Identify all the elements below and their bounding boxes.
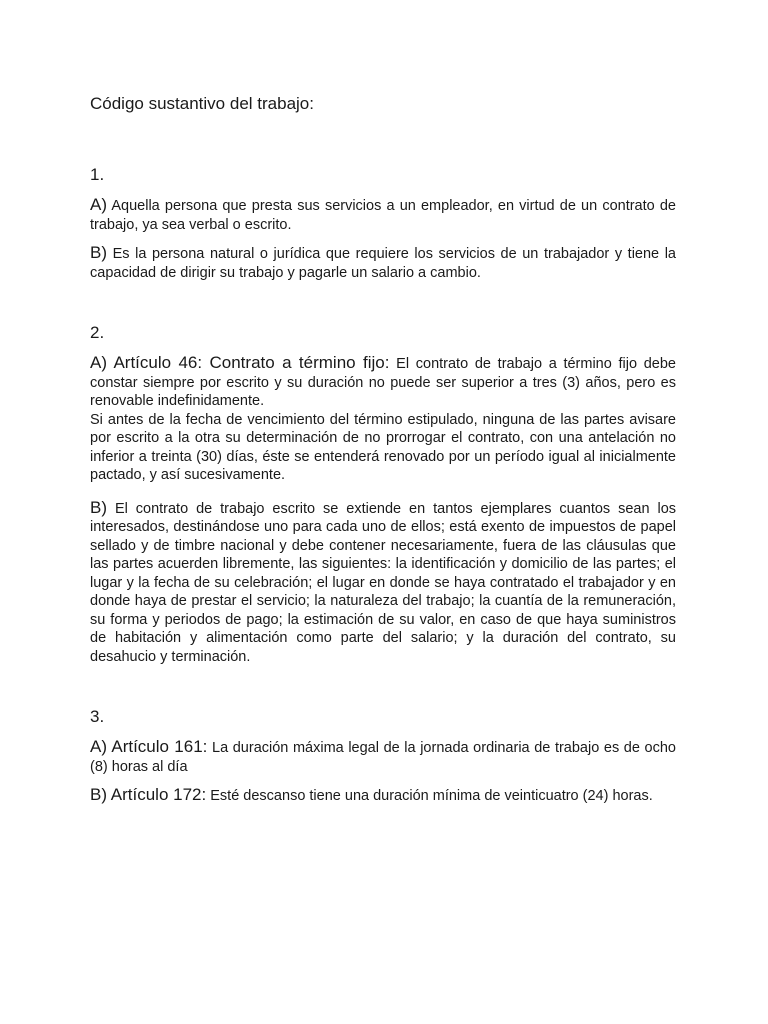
document-body [90, 92, 676, 806]
section-2-item-a [90, 354, 676, 485]
section-1-item-b [90, 244, 676, 282]
item-lead: B) [90, 497, 107, 517]
item-lead: B) Artículo 172: [90, 785, 207, 804]
item-lead: B) [90, 243, 107, 262]
section-1-item-a [90, 196, 676, 234]
section-number-1: 1. [90, 165, 105, 184]
item-text: Esté descanso tiene una duración mínima de veinticuatro (24) horas. [210, 788, 653, 804]
document-title: Código sustantivo del trabajo: [90, 94, 314, 113]
item-lead: A) Artículo 161: [90, 737, 208, 756]
section-number-3: 3. [90, 707, 105, 726]
item-lead: A) Artículo 46: Contrato a término fijo: [90, 353, 390, 372]
item-text: La duración máxima legal de la jornada ordinaria de trabajo es de ocho (8) horas al día [90, 740, 676, 775]
item-text: Es la persona natural o jurídica que requiere los servicios de un trabajador y tiene la capacidad de dirigir su trabajo y pagarle un salario a cambio. [90, 246, 676, 281]
item-text: El contrato de trabajo escrito se extiende en tantos ejemplares cuantos sean los interesados, destinándose uno para cada uno de ellos; está exento de impuestos de papel sellado y de timbre nacional y debe contener necesariamente, fuera de las cláusulas que las partes acuerden libremente, las siguientes: la identificación y domicilio de las partes; el lugar y la fecha de su celebración; el lugar en donde se haya contratado el trabajador y en donde haya de prestar el servicio; la naturaleza del trabajo; la cuantía de la remuneración, su forma y periodos de pago; la estimación de su valor, en caso de que haya suministros de habitación y alimentación como parte del salario; y la duración del contrato, su desahucio y terminación. [90, 500, 677, 665]
item-lead: A) [90, 195, 107, 214]
item-text-continuation: Si antes de la fecha de vencimiento del término estipulado, ninguna de las partes avisare por escrito a la otra su determinación de no prorrogar el contrato, con una antelación no inferior a treinta (30) días, éste se entenderá renovado por un período igual al inicialmente pactado, y así sucesivamente. [90, 411, 676, 483]
section-3-item-b [90, 786, 676, 806]
section-number-2: 2. [90, 323, 105, 342]
item-text: El contrato de trabajo a término fijo debe constar siempre por escrito y su duración no puede ser superior a tres (3) años, pero es renovable indefinidamente. [90, 356, 676, 409]
item-text: Aquella persona que presta sus servicios a un empleador, en virtud de un contrato de trabajo, ya sea verbal o escrito. [90, 198, 676, 233]
section-2-item-b [90, 499, 676, 667]
section-3-item-a [90, 738, 676, 776]
